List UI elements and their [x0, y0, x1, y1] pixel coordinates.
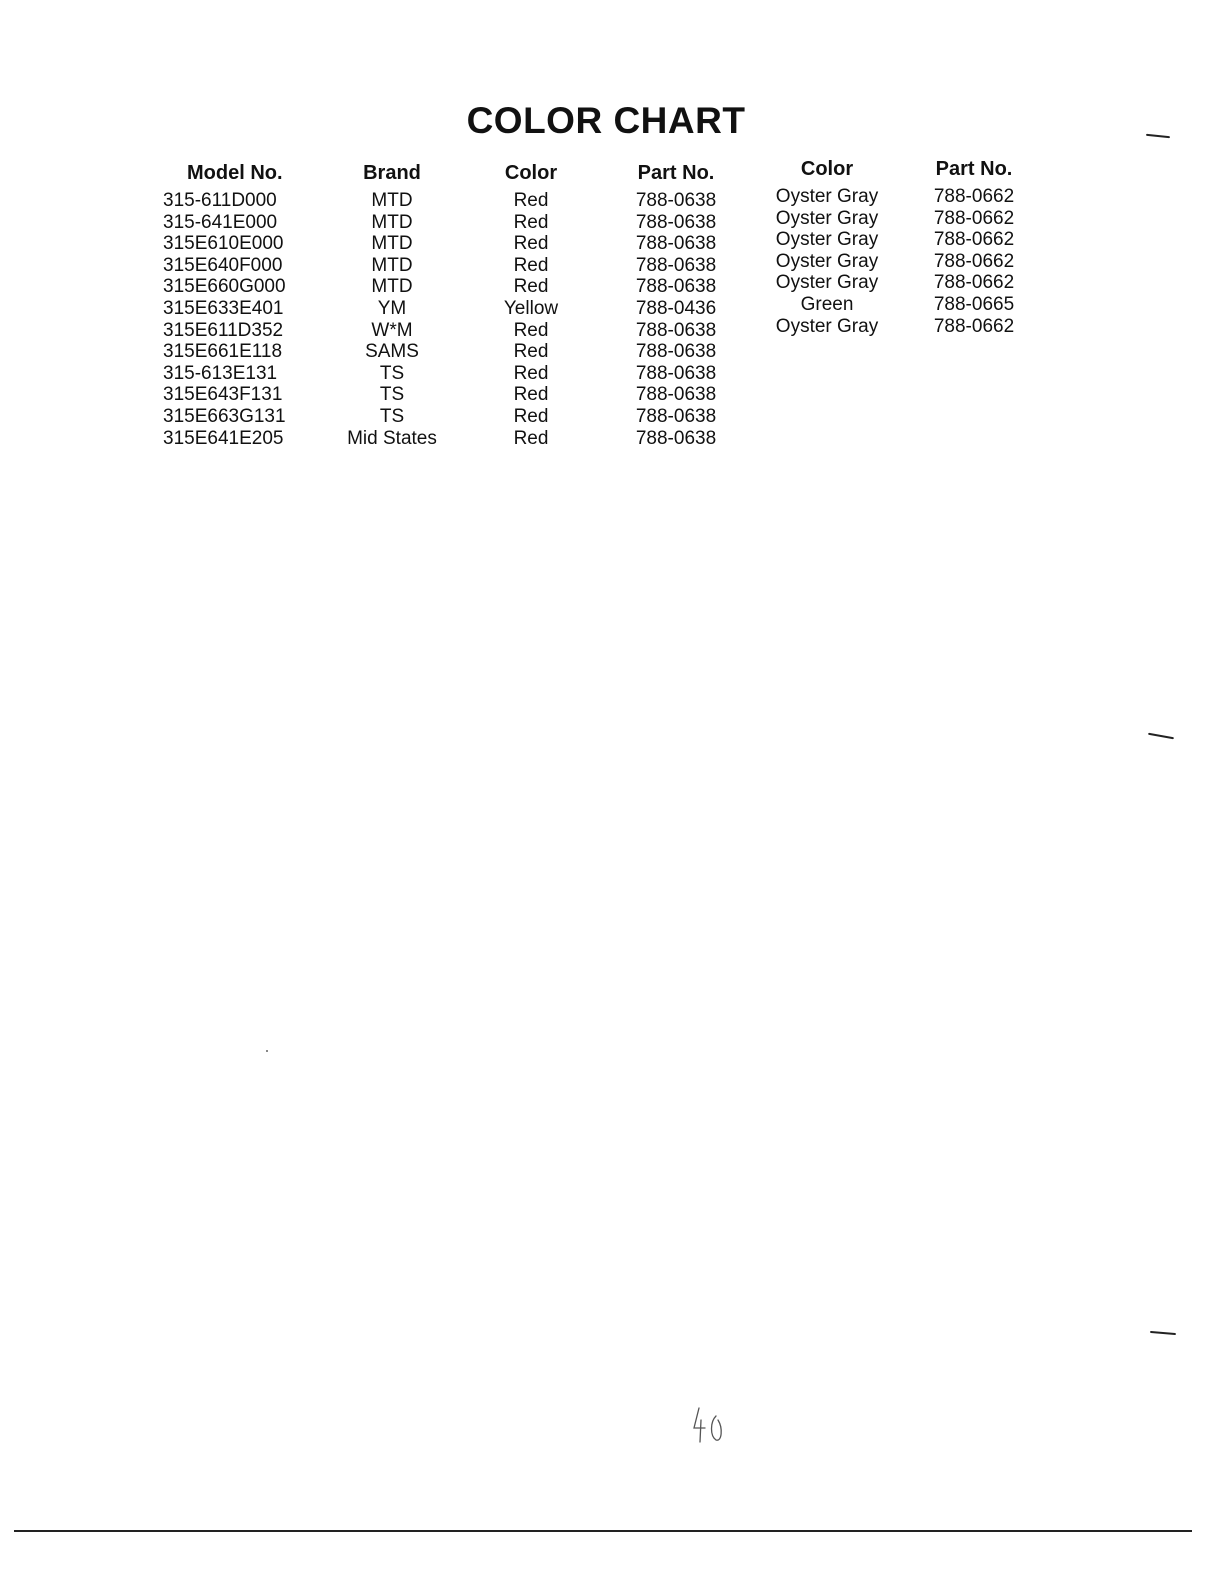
color-cell: Red: [513, 233, 549, 255]
brand-cell: MTD: [371, 254, 413, 276]
color2-cell: [762, 424, 892, 446]
part2-cell: 788-0662: [933, 272, 1015, 294]
color2-cell: Oyster Gray: [775, 229, 879, 251]
part2-cell: 788-0662: [933, 315, 1015, 337]
header-brand: Brand: [363, 162, 421, 184]
model-cell: 315E640F000: [163, 254, 283, 276]
part-cell: 788-0638: [635, 254, 717, 276]
color2-cell: Green: [800, 293, 854, 315]
color2-cell: Oyster Gray: [775, 250, 879, 272]
part-cell: 788-0638: [635, 319, 717, 341]
brand-cells: [330, 190, 454, 449]
brand-cell: TS: [379, 362, 405, 384]
part-cell: 788-0638: [635, 384, 717, 406]
part-cell: 788-0638: [635, 233, 717, 255]
color-cell: Red: [513, 190, 549, 211]
color-cell: Red: [513, 341, 549, 363]
part-cell: 788-0638: [635, 190, 717, 211]
part2-cell: [918, 359, 1030, 381]
brand-cell: MTD: [371, 190, 413, 211]
part-cell: 788-0638: [635, 341, 717, 363]
part2-cell: 788-0662: [933, 207, 1015, 229]
header-color-secondary: Color: [800, 158, 854, 180]
model-cell: 315E610E000: [163, 233, 284, 255]
secondary-color-column: [762, 154, 892, 445]
model-cell: 315E663G131: [163, 405, 286, 427]
model-cell: 315E661E118: [163, 341, 283, 363]
part-cell: 788-0638: [635, 211, 717, 233]
part-cell: 788-0436: [635, 297, 717, 319]
brand-cell: MTD: [371, 233, 413, 255]
part2-cell: [918, 424, 1030, 446]
brand-cell: TS: [379, 405, 405, 427]
model-cell: 315-611D000: [163, 190, 277, 211]
part-cells: [620, 190, 732, 449]
color-cell: Red: [513, 405, 549, 427]
part-cell: 788-0638: [635, 405, 717, 427]
color-cell: Red: [513, 211, 549, 233]
part-cell: 788-0638: [635, 427, 717, 449]
color-cell: Red: [513, 384, 549, 406]
color2-cell: [762, 337, 892, 359]
brand-cell: MTD: [371, 211, 413, 233]
color-cell: Red: [513, 276, 549, 298]
edge-mark-bottom: [1150, 1331, 1176, 1335]
model-cell: 315E641E205: [163, 427, 284, 449]
footer-rule: [14, 1530, 1192, 1532]
model-cell: 315-641E000: [163, 211, 278, 233]
color-cell: Yellow: [503, 297, 559, 319]
part2-cell: [918, 380, 1030, 402]
brand-cell: Mid States: [347, 427, 437, 449]
brand-cell: MTD: [371, 276, 413, 298]
part-column: [620, 158, 732, 449]
part2-cell: [918, 402, 1030, 424]
color-cell: Red: [513, 427, 549, 449]
brand-cell: YM: [377, 297, 407, 319]
part2-cell: 788-0665: [933, 293, 1015, 315]
brand-column: [330, 158, 454, 449]
page-title: COLOR CHART: [466, 100, 746, 141]
scan-speck: [266, 1050, 268, 1052]
color2-cell: Oyster Gray: [775, 272, 879, 294]
brand-cell: SAMS: [365, 341, 419, 363]
model-cells: [163, 190, 313, 449]
part2-cell: 788-0662: [933, 229, 1015, 251]
model-column: [163, 158, 313, 449]
color2-cell: Oyster Gray: [775, 207, 879, 229]
part2-cell: 788-0662: [933, 186, 1015, 207]
color-cell: Red: [513, 362, 549, 384]
secondary-part-cells: [918, 186, 1030, 445]
color2-cell: Oyster Gray: [775, 315, 879, 337]
model-cell: 315-613E131: [163, 362, 278, 384]
color2-cell: [762, 402, 892, 424]
part-cell: 788-0638: [635, 276, 717, 298]
model-cell: 315E643F131: [163, 384, 283, 406]
model-cell: 315E633E401: [163, 297, 284, 319]
header-part-secondary: Part No.: [935, 158, 1013, 180]
edge-mark-middle: [1148, 733, 1174, 739]
brand-cell: TS: [379, 384, 405, 406]
color2-cell: [762, 380, 892, 402]
part2-cell: [918, 337, 1030, 359]
color-column: [480, 158, 582, 449]
color2-cell: [762, 359, 892, 381]
handwritten-page-number-mark: [690, 1402, 730, 1452]
header-part: Part No.: [637, 162, 715, 184]
color-cell: Red: [513, 319, 549, 341]
header-color: Color: [504, 162, 558, 184]
color-cells: [480, 190, 582, 449]
header-model: Model No.: [187, 162, 283, 184]
secondary-part-column: [918, 154, 1030, 445]
part-cell: 788-0638: [635, 362, 717, 384]
brand-cell: W*M: [371, 319, 413, 341]
color2-cell: Oyster Gray: [775, 186, 879, 207]
model-cell: 315E611D352: [163, 319, 284, 341]
model-cell: 315E660G000: [163, 276, 286, 298]
secondary-color-cells: [762, 186, 892, 445]
part2-cell: 788-0662: [933, 250, 1015, 272]
color-cell: Red: [513, 254, 549, 276]
